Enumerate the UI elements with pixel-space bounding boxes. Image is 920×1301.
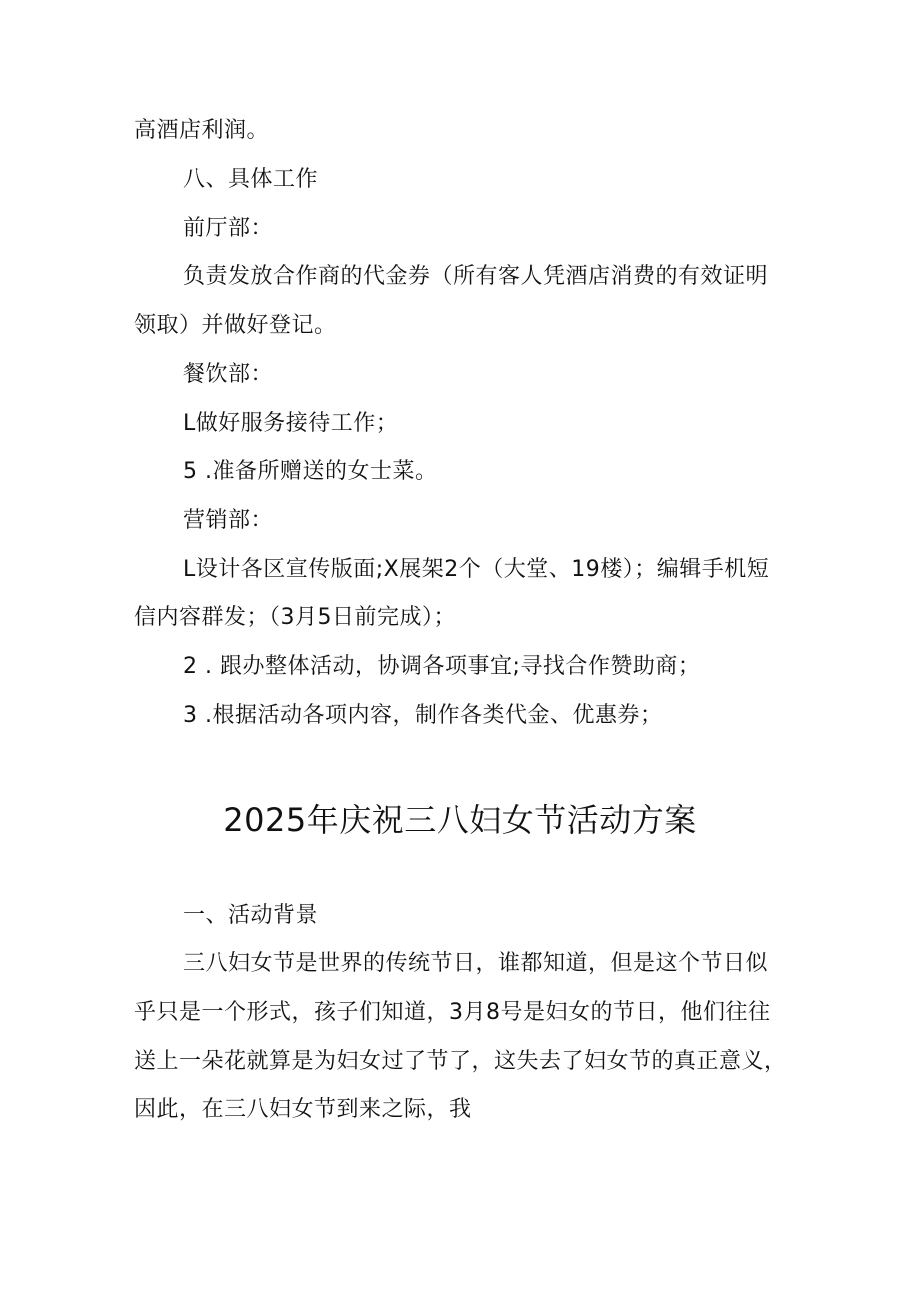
paragraph-line: 送上一朵花就算是为妇女过了节了，这失去了妇女节的真正意义， xyxy=(134,1049,787,1074)
section-heading-background: 一、活动背景 xyxy=(183,903,319,928)
list-item: 2 . 跟办整体活动，协调各项事宜;寻找合作赞助商； xyxy=(183,654,701,679)
department-heading-front-office: 前厅部： xyxy=(183,216,274,241)
paragraph-line: 领取）并做好登记。 xyxy=(134,313,337,338)
document-title: 2025年庆祝三八妇女节活动方案 xyxy=(223,801,697,839)
paragraph-line: 乎只是一个形式，孩子们知道，3月8号是妇女的节日，他们往往 xyxy=(134,1000,771,1025)
list-item: L设计各区宣传版面;X展架2个（大堂、19楼）；编辑手机短 xyxy=(183,557,770,582)
paragraph-line: 因此，在三八妇女节到来之际，我 xyxy=(134,1097,472,1122)
list-item: L做好服务接待工作； xyxy=(183,411,399,436)
paragraph-line: 信内容群发；（3月5日前完成）； xyxy=(134,605,456,630)
list-item: 3 .根据活动各项内容，制作各类代金、优惠券； xyxy=(183,703,663,728)
paragraph-line: 高酒店利润。 xyxy=(134,118,270,143)
list-item: 5 .准备所赠送的女士菜。 xyxy=(183,459,438,484)
section-heading-work: 八、具体工作 xyxy=(183,167,319,192)
department-heading-marketing: 营销部： xyxy=(183,508,274,533)
paragraph-line: 负责发放合作商的代金券（所有客人凭酒店消费的有效证明 xyxy=(183,264,769,289)
department-heading-catering: 餐饮部： xyxy=(183,362,274,387)
paragraph-line: 三八妇女节是世界的传统节日，谁都知道，但是这个节日似 xyxy=(183,951,769,976)
